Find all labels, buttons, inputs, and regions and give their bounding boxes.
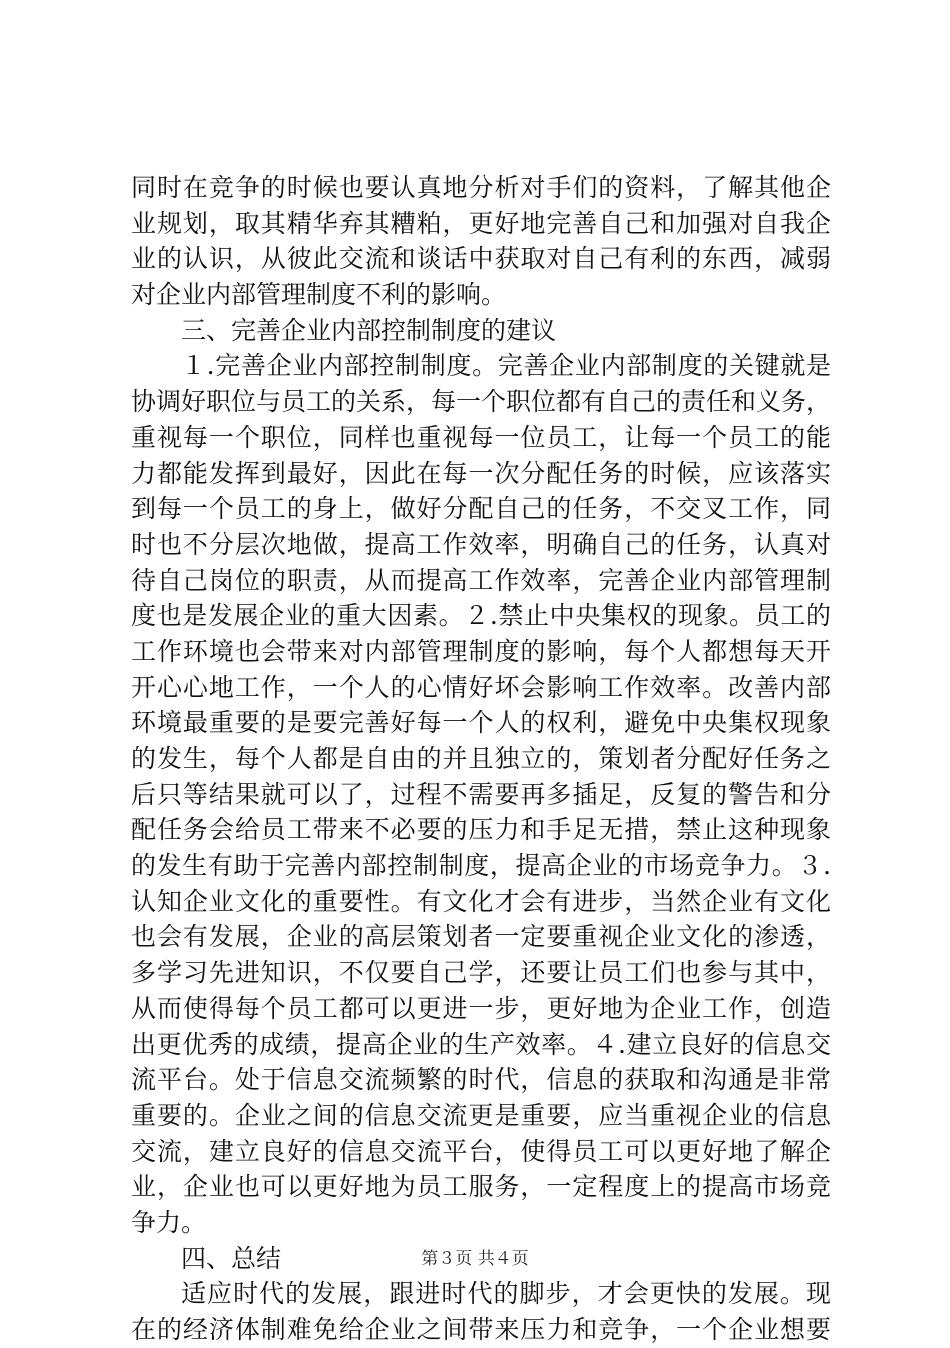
text-line: 度也是发展企业的重大因素。２.禁止中央集权的现象。员工的: [131, 601, 831, 631]
text-line: 业，企业也可以更好地为员工服务，一定程度上的提高市场竞: [131, 1172, 831, 1202]
text-line: 交流，建立良好的信息交流平台，使得员工可以更好地了解企: [131, 1136, 831, 1166]
text-line: 力都能发挥到最好，因此在每一次分配任务的时候，应该落实: [131, 458, 831, 488]
text-line: 后只等结果就可以了，过程不需要再多插足，反复的警告和分: [131, 779, 831, 809]
text-line: 重要的。企业之间的信息交流更是重要，应当重视企业的信息: [131, 1100, 831, 1130]
page-footer: 第３页 共４页: [421, 1249, 529, 1269]
text-line: 在的经济体制难免给企业之间带来压力和竞争，一个企业想要: [131, 1315, 831, 1344]
body-text: [131, 170, 831, 1348]
text-line: 配任务会给员工带来不必要的压力和手足无措，禁止这种现象: [131, 815, 831, 845]
text-line: 业的认识，从彼此交流和谈话中获取对自己有利的东西，减弱: [131, 244, 831, 274]
text-line: 的发生，每个人都是自由的并且独立的，策划者分配好任务之: [131, 744, 831, 773]
text-line: 适应时代的发展，跟进时代的脚步，才会更快的发展。现: [181, 1279, 831, 1309]
section-heading: 三、完善企业内部控制制度的建议: [181, 315, 557, 345]
text-line: 的发生有助于完善内部控制制度，提高企业的市场竞争力。３.: [131, 851, 831, 881]
text-line: 也会有发展，企业的高层策划者一定要重视企业文化的渗透，: [131, 922, 831, 952]
section-heading: 四、总结: [181, 1243, 282, 1273]
text-line: 从而使得每个员工都可以更进一步，更好地为企业工作，创造: [131, 993, 831, 1023]
text-line: 工作环境也会带来对内部管理制度的影响，每个人都想每天开: [131, 636, 831, 666]
text-line: 出更优秀的成绩，提高企业的生产效率。４.建立良好的信息交: [131, 1029, 831, 1059]
text-line: 流平台。处于信息交流频繁的时代，信息的获取和沟通是非常: [131, 1065, 831, 1095]
text-line: 协调好职位与员工的关系，每一个职位都有自己的责任和义务，: [131, 387, 831, 417]
text-line: 时也不分层次地做，提高工作效率，明确自己的任务，认真对: [131, 529, 831, 559]
text-line: 待自己岗位的职责，从而提高工作效率，完善企业内部管理制: [131, 565, 831, 595]
text-line: 环境最重要的是要完善好每一个人的权利，避免中央集权现象: [131, 708, 831, 738]
text-line: １.完善企业内部控制制度。完善企业内部制度的关键就是: [181, 351, 831, 381]
text-line: 争力。: [131, 1207, 207, 1237]
text-line: 到每一个员工的身上，做好分配自己的任务，不交叉工作，同: [131, 494, 831, 524]
text-line: 重视每一个职位，同样也重视每一位员工，让每一个员工的能: [131, 422, 831, 452]
text-line: 同时在竞争的时候也要认真地分析对手们的资料，了解其他企: [131, 173, 831, 202]
text-line: 对企业内部管理制度不利的影响。: [131, 280, 507, 310]
text-line: 多学习先进知识，不仅要自己学，还要让员工们也参与其中，: [131, 958, 831, 988]
text-line: 业规划，取其精华弃其糟粕，更好地完善自己和加强对自我企: [131, 208, 831, 238]
text-line: 认知企业文化的重要性。有文化才会有进步，当然企业有文化: [131, 886, 831, 916]
text-line: 开心心地工作，一个人的心情好坏会影响工作效率。改善内部: [131, 672, 831, 702]
